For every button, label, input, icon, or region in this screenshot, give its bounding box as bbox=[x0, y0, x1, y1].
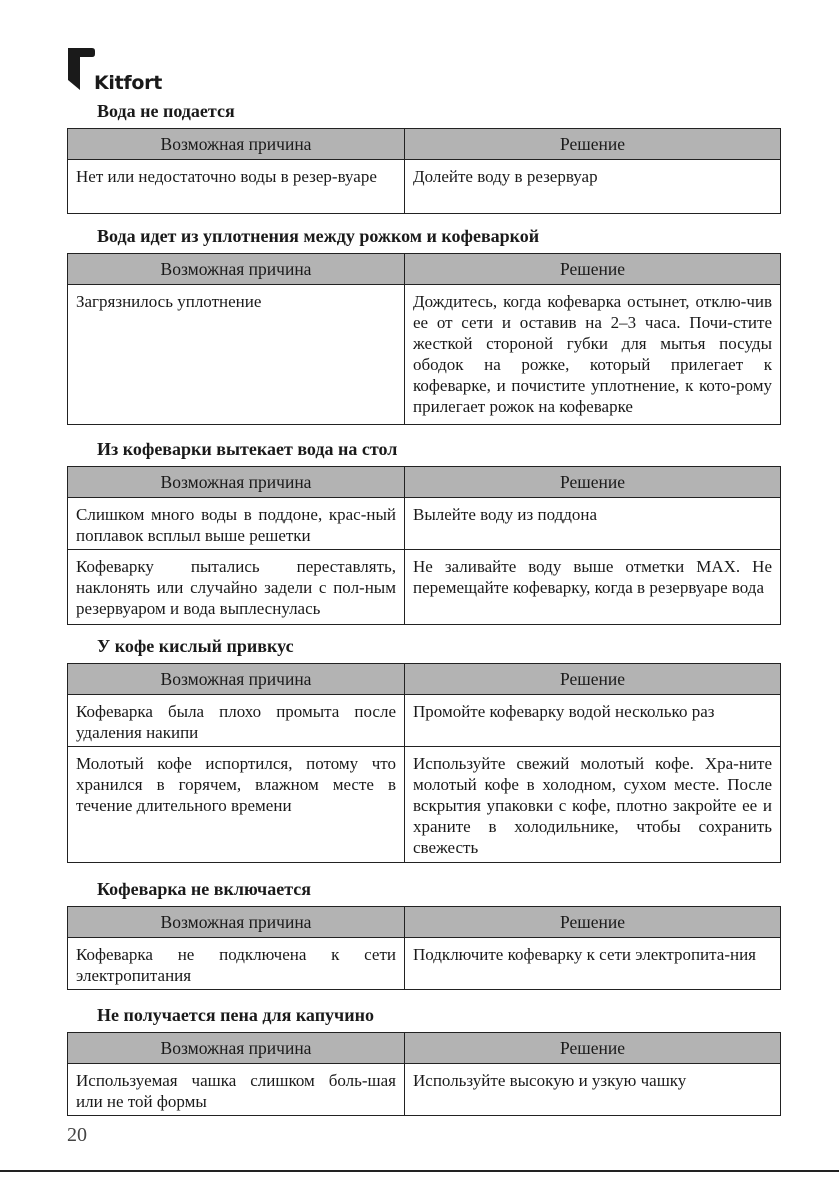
kitfort-logo-icon bbox=[66, 46, 96, 92]
section-heading: У кофе кислый привкус bbox=[97, 636, 294, 656]
solution-cell: Подключите кофеварку к сети электропита-ния bbox=[405, 938, 781, 990]
solution-cell: Используйте высокую и узкую чашку bbox=[405, 1064, 781, 1116]
troubleshooting-table bbox=[67, 128, 781, 214]
section-heading: Из кофеварки вытекает вода на стол bbox=[97, 439, 398, 459]
brand-logo bbox=[66, 46, 162, 92]
solution-cell: Долейте воду в резервуар bbox=[405, 160, 781, 214]
header-cause: Возможная причина bbox=[68, 467, 405, 498]
solution-cell: Дождитесь, когда кофеварка остынет, отклю-чив ее от сети и оставив на 2–3 часа. Почи-стите жесткой стороной губки для мытья посуды ободок на рожке, который прилегает к кофеварке, и почистите уплотнение, к кото-рому прилегает рожок на кофеварке bbox=[405, 285, 781, 425]
section-heading: Не получается пена для капучино bbox=[97, 1005, 374, 1025]
table-row bbox=[68, 938, 781, 990]
cause-cell: Загрязнилось уплотнение bbox=[68, 285, 405, 425]
cause-cell: Кофеварка не подключена к сети электропитания bbox=[68, 938, 405, 990]
header-solution: Решение bbox=[405, 907, 781, 938]
table-row bbox=[68, 695, 781, 747]
solution-cell: Используйте свежий молотый кофе. Хра-ните молотый кофе в холодном, сухом месте. После вскрытия упаковки с кофе, плотно закройте ее и храните в холодильнике, чтобы сохранить свежесть bbox=[405, 747, 781, 863]
bottom-divider bbox=[0, 1170, 839, 1172]
solution-cell: Промойте кофеварку водой несколько раз bbox=[405, 695, 781, 747]
section-heading: Вода идет из уплотнения между рожком и кофеваркой bbox=[97, 226, 540, 246]
header-solution: Решение bbox=[405, 254, 781, 285]
cause-cell: Кофеварку пытались переставлять, наклонять или случайно задели с пол-ным резервуаром и вода выплеснулась bbox=[68, 550, 405, 625]
header-cause: Возможная причина bbox=[68, 1033, 405, 1064]
table-row bbox=[68, 160, 781, 214]
header-solution: Решение bbox=[405, 664, 781, 695]
cause-cell: Используемая чашка слишком боль-шая или не той формы bbox=[68, 1064, 405, 1116]
table-row bbox=[68, 747, 781, 863]
table-row bbox=[68, 550, 781, 625]
header-solution: Решение bbox=[405, 129, 781, 160]
cause-cell: Нет или недостаточно воды в резер-вуаре bbox=[68, 160, 405, 214]
header-cause: Возможная причина bbox=[68, 664, 405, 695]
header-solution: Решение bbox=[405, 1033, 781, 1064]
cause-cell: Молотый кофе испортился, потому что хранился в горячем, влажном месте в течение длительного времени bbox=[68, 747, 405, 863]
troubleshooting-table bbox=[67, 466, 781, 625]
table-row bbox=[68, 1064, 781, 1116]
header-cause: Возможная причина bbox=[68, 129, 405, 160]
troubleshooting-table bbox=[67, 906, 781, 990]
solution-cell: Вылейте воду из поддона bbox=[405, 498, 781, 550]
solution-cell: Не заливайте воду выше отметки MAX. Не перемещайте кофеварку, когда в резервуаре вода bbox=[405, 550, 781, 625]
cause-cell: Кофеварка была плохо промыта после удаления накипи bbox=[68, 695, 405, 747]
section-heading: Вода не подается bbox=[97, 101, 235, 121]
table-row bbox=[68, 498, 781, 550]
header-cause: Возможная причина bbox=[68, 254, 405, 285]
troubleshooting-table bbox=[67, 663, 781, 863]
troubleshooting-table bbox=[67, 1032, 781, 1116]
table-row bbox=[68, 285, 781, 425]
header-cause: Возможная причина bbox=[68, 907, 405, 938]
page-number: 20 bbox=[67, 1124, 87, 1146]
troubleshooting-table bbox=[67, 253, 781, 425]
section-heading: Кофеварка не включается bbox=[97, 879, 311, 899]
cause-cell: Слишком много воды в поддоне, крас-ный поплавок всплыл выше решетки bbox=[68, 498, 405, 550]
brand-name: Kitfort bbox=[94, 72, 162, 94]
header-solution: Решение bbox=[405, 467, 781, 498]
